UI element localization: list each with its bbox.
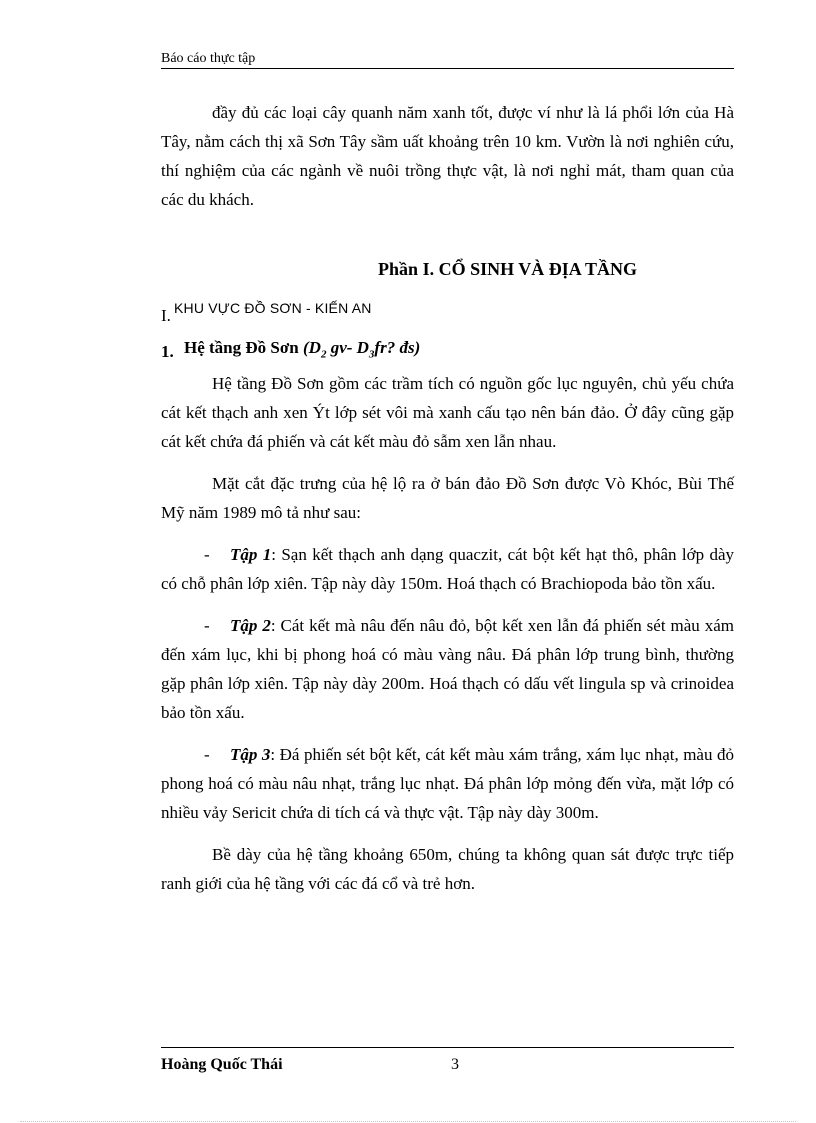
intro-paragraph: đầy đủ các loại cây quanh năm xanh tốt, được ví như là lá phổi lớn của Hà Tây, nằm cách thị xã Sơn Tây sầm uất khoảng trên 10 km. Vườn là nơi nghiên cứu, thí nghiệm của các ngành về nuôi trồng thực vật, là nơi nghỉ mát, tham quan của các du khách. — [161, 103, 734, 209]
section-heading-I — [161, 295, 734, 329]
paragraph-1: Hệ tầng Đồ Sơn gồm các trầm tích có nguồn gốc lục nguyên, chủ yếu chứa cát kết thạch anh xen Ýt lớp sét vôi mà xanh cấu tạo nên bán đảo. Ở đây cũng gặp cát kết chứa đá phiến và cát kết màu đỏ sẫm xen lẫn nhau. — [161, 374, 734, 452]
section-heading-1 — [161, 333, 734, 369]
layer-1-label: Tập 1 — [230, 545, 272, 565]
formula-mid: gv- D — [326, 338, 369, 357]
formula-open: (D — [302, 338, 321, 357]
formula-end: fr? đs) — [374, 338, 421, 357]
page-number: 3 — [451, 1056, 459, 1073]
layer-item-3 — [161, 740, 734, 827]
section-1-number: 1. — [161, 342, 174, 361]
layer-3-dash: - — [204, 745, 210, 765]
layer-1-text: : Sạn kết thạch anh dạng quaczit, cát bột kết hạt thô, phân lớp dày có chỗ phân lớp xiên. Tập này dày 150m. Hoá thạch có Brachiopoda bảo tồn xấu. — [161, 545, 734, 594]
footer-divider — [161, 1047, 734, 1048]
section-1-title: Hệ tầng Đồ Sơn — [184, 338, 303, 357]
footer-author: Hoàng Quốc Thái — [161, 1056, 283, 1073]
layer-2-text: : Cát kết mà nâu đến nâu đỏ, bột kết xen lẫn đá phiến sét màu xám đến xám lục, khi bị phong hoá có màu vàng nâu. Đá phân lớp trung bình, thường gặp phân lớp xiên. Tập này dày 200m. Hoá thạch có dấu vết lingula sp và crinoidea bảo tồn xấu. — [161, 616, 735, 723]
layer-item-1 — [161, 540, 734, 598]
layer-item-2 — [161, 611, 734, 727]
section-I-number: I. — [161, 306, 171, 325]
layer-1-dash: - — [204, 545, 210, 565]
formula-sub-1: 2 — [320, 348, 327, 361]
page-header: Báo cáo thực tập — [161, 51, 256, 66]
layer-2-label: Tập 2 — [230, 616, 271, 636]
part-title: Phần I. CỔ SINH VÀ ĐỊA TẦNG — [378, 259, 637, 279]
layer-3-label: Tập 3 — [230, 745, 271, 765]
page-body — [161, 98, 734, 898]
formula-sub-2: 3 — [368, 348, 375, 361]
header-divider — [161, 68, 734, 69]
page-boundary — [20, 1121, 796, 1122]
layer-3-text: : Đá phiến sét bột kết, cát kết màu xám trắng, xám lục nhạt, màu đỏ phong hoá có màu nâu nhạt, trắng lục nhạt. Đá phân lớp mỏng đến vừa, mặt lớp có nhiều vảy Sericit chứa di tích cá và thực vật. Tập này dày 300m. — [161, 745, 734, 823]
section-1-formula — [302, 338, 421, 361]
layer-2-dash: - — [204, 616, 210, 636]
section-I-title: KHU VỰC ĐỒ SƠN - KIẾN AN — [174, 300, 372, 316]
paragraph-2: Mặt cắt đặc trưng của hệ lộ ra ở bán đảo Đồ Sơn được Vò Khóc, Bùi Thế Mỹ năm 1989 mô tả như sau: — [161, 474, 734, 523]
closing-paragraph: Bề dày của hệ tầng khoảng 650m, chúng ta không quan sát được trực tiếp ranh giới của hệ tầng với các đá cổ và trẻ hơn. — [161, 845, 734, 894]
